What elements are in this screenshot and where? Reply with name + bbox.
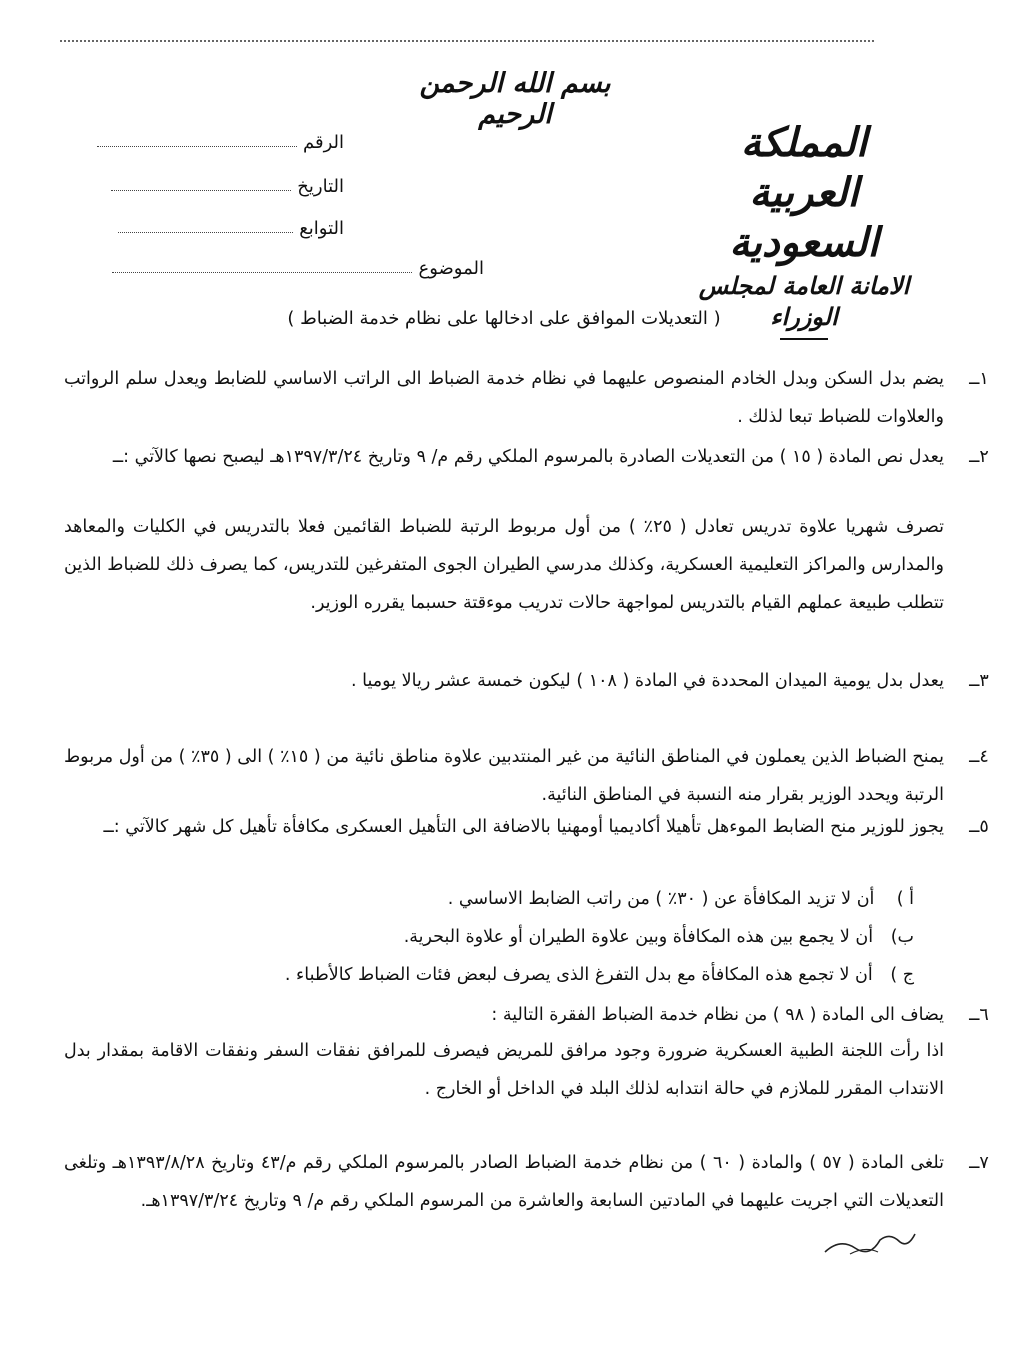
clause-number: ٢ــ	[969, 447, 989, 467]
subject-field	[112, 258, 484, 279]
date-field	[111, 176, 344, 197]
clause-text: يجوز للوزير منح الضابط الموءهل تأهيلا أكاديميا أومهنيا بالاضافة الى التأهيل العسكرى مكافأة تأهيل كل شهر كالآتي :ــ	[103, 817, 944, 837]
number-dotted-line	[97, 145, 297, 147]
clause-1	[64, 360, 989, 436]
clause-4	[64, 738, 989, 814]
clause-text: تلغى المادة ( ٥٧ ) والمادة ( ٦٠ ) من نظام خدمة الضباط الصادر بالمرسوم الملكي رقم م/٤٣ وتاريخ ١٣٩٣/٨/٢٨هـ وتلغى التعديلات التي اجريت عليهما في المادتين السابعة والعاشرة من المرسوم الملكي رقم م/ ٩ وتاريخ ١٣٩٧/٣/٢٤هـ.	[64, 1153, 945, 1211]
clause-number: ١ــ	[969, 369, 989, 389]
number-label: الرقم	[302, 132, 344, 153]
sub-text: أن لا يجمع بين هذه المكافأة وبين علاوة الطيران أو علاوة البحرية.	[403, 927, 874, 947]
top-dotted-border	[60, 40, 874, 42]
clause-text: يضاف الى المادة ( ٩٨ ) من نظام خدمة الضباط الفقرة التالية :	[491, 1005, 944, 1025]
date-dotted-line	[111, 189, 291, 191]
clause-number: ٤ــ	[969, 747, 989, 767]
attachments-label: التوابع	[299, 218, 344, 239]
sub-letter: ج )	[890, 965, 914, 985]
clause-2	[64, 438, 989, 476]
clause-body-text: تصرف شهريا علاوة تدريس تعادل ( ٢٥٪ ) من أول مربوط الرتبة للضباط القائمين فعلا بالتدريس في الكليات والمعاهد والمدارس والمراكز التعليمية العسكرية، وكذلك مدرسي الطيران الجوى المتفرغين للتدريس، كما يصرف ذلك للضباط الذين تتطلب طبيعة عملهم القيام بالتدريس لمواجهة حالات تدريب موءقتة حسبما يقرره الوزير.	[64, 517, 945, 613]
clause-3	[64, 662, 989, 700]
basmala-heading: بسم الله الرحمن الرحيم	[419, 68, 611, 130]
subject-label: الموضوع	[418, 258, 484, 279]
clause-5-sub-b	[114, 918, 914, 956]
sub-letter: أ )	[896, 889, 914, 909]
number-field	[97, 132, 344, 153]
clause-6-body	[64, 1032, 944, 1108]
clause-text: يضم بدل السكن وبدل الخادم المنصوص عليهما في نظام خدمة الضباط الى الراتب الاساسي للضابط ويعدل سلم الرواتب والعلاوات للضباط تبعا لذلك .	[64, 369, 944, 427]
clause-2-body	[64, 508, 944, 622]
clause-number: ٦ــ	[969, 1005, 989, 1025]
clause-5-sub-a	[114, 880, 914, 918]
sub-letter: ب)	[890, 927, 914, 947]
clause-body-text: اذا رأت اللجنة الطبية العسكرية ضرورة وجود مرافق للمريض فيصرف للمرافق نفقات السفر ونفقات الاقامة بمقدار بدل الانتداب المقرر للملازم في حالة انتدابه لذلك البلد في الداخل أو الخارج .	[64, 1041, 944, 1099]
clause-text: يعدل بدل يومية الميدان المحددة في المادة ( ١٠٨ ) ليكون خمسة عشر ريالا يوميا .	[351, 671, 944, 691]
clause-5	[64, 808, 989, 846]
clause-5-sub-c	[114, 956, 914, 994]
clause-number: ٣ــ	[969, 671, 989, 691]
letterhead-underline	[780, 338, 828, 340]
attachments-field	[118, 218, 344, 239]
clause-7	[64, 1144, 989, 1220]
kingdom-name: المملكة العربية السعودية	[729, 119, 879, 266]
clause-6	[64, 996, 989, 1034]
document-title: ( التعديلات الموافق على ادخالها على نظام خدمة الضباط )	[287, 308, 721, 329]
attachments-dotted-line	[118, 231, 293, 233]
clause-number: ٥ــ	[969, 817, 989, 837]
secretariat-name: الامانة العامة لمجلس الوزراء	[698, 271, 910, 332]
clause-text: يعدل نص المادة ( ١٥ ) من التعديلات الصادرة بالمرسوم الملكي رقم م/ ٩ وتاريخ ١٣٩٧/٣/٢٤هـ ليصبح نصها كالآتي :ــ	[112, 447, 944, 467]
clause-number: ٧ــ	[969, 1153, 989, 1173]
clause-text: يمنح الضباط الذين يعملون في المناطق النائية من غير المنتدبين علاوة مناطق نائية من ( ١٥٪ ) الى ( ٣٥٪ ) من أول مربوط الرتبة ويحدد الوزير بقرار منه النسبة في المناطق النائية.	[64, 747, 944, 805]
sub-text: أن لا تزيد المكافأة عن ( ٣٠٪ ) من راتب الضابط الاساسي .	[447, 889, 875, 909]
subject-dotted-line	[112, 271, 412, 273]
date-label: التاريخ	[297, 176, 344, 197]
handwritten-initials	[820, 1218, 920, 1258]
sub-text: أن لا تجمع هذه المكافأة مع بدل التفرغ الذى يصرف لبعض فئات الضباط كالأطباء .	[284, 965, 873, 985]
